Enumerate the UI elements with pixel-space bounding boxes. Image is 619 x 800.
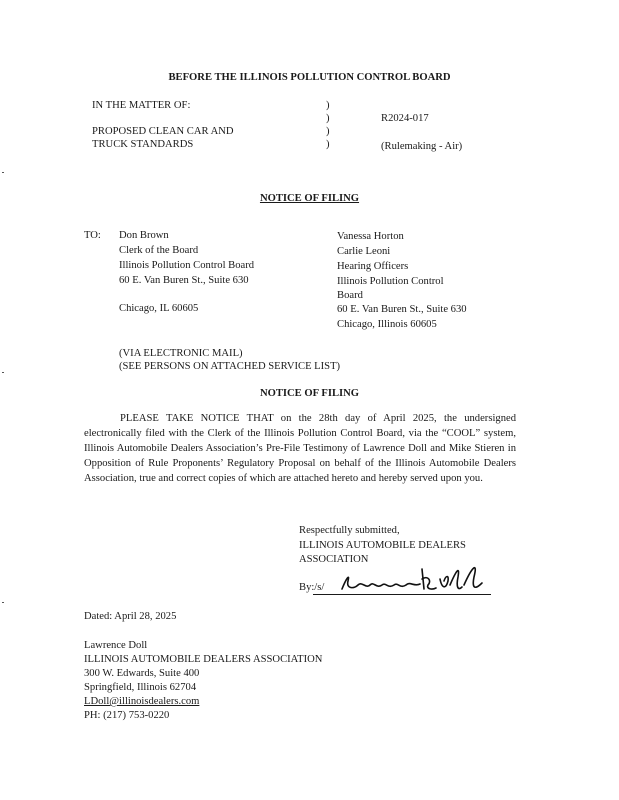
notice-heading-primary: NOTICE OF FILING xyxy=(259,193,360,204)
contact-email-link[interactable]: LDoll@illinoisdealers.com xyxy=(84,696,200,707)
matter-name-line-1: PROPOSED CLEAN CAR AND xyxy=(92,126,234,137)
closing-org-line-2: ASSOCIATION xyxy=(299,554,369,565)
notice-body-text: PLEASE TAKE NOTICE THAT on the 28th day of April 2025, the undersigned electronically filed with the Clerk of the Illinois Pollution Control Board, via the “COOL” system, Illinois Automobile Dealers Association’s Pre-File Testimony of Lawrence Doll and Mike Stieren in Opposition of Rule Proponents’ Regulatory Proposal on behalf of the Illinois Automobile Dealers Association, true and correct copies of which are attached hereto and hereby served upon you. xyxy=(84,413,516,484)
contact-name: Lawrence Doll xyxy=(84,640,148,651)
recipient-right-line: Chicago, Illinois 60605 xyxy=(337,319,437,330)
contact-organization: ILLINOIS AUTOMOBILE DEALERS ASSOCIATION xyxy=(84,654,323,665)
scan-artifact xyxy=(2,172,4,173)
recipient-left-line: Don Brown xyxy=(119,230,169,241)
recipient-right-line: Vanessa Horton xyxy=(337,231,404,242)
caption-paren: ) xyxy=(326,100,330,111)
recipient-right-line: Board xyxy=(337,290,363,301)
scan-artifact xyxy=(2,602,4,603)
closing-org-line-1: ILLINOIS AUTOMOBILE DEALERS xyxy=(299,540,466,551)
contact-street: 300 W. Edwards, Suite 400 xyxy=(84,668,200,679)
recipient-left-line: 60 E. Van Buren St., Suite 630 xyxy=(119,275,249,286)
contact-phone: PH: (217) 753-0220 xyxy=(84,710,170,721)
board-title: BEFORE THE ILLINOIS POLLUTION CONTROL BOARD xyxy=(168,72,451,83)
caption-paren: ) xyxy=(326,139,330,150)
recipient-right-line: 60 E. Van Buren St., Suite 630 xyxy=(337,304,467,315)
signature-by-label: By:/s/ xyxy=(299,582,325,593)
notice-body xyxy=(84,411,516,486)
recipient-left-line: Illinois Pollution Control Board xyxy=(119,260,255,271)
matter-label: IN THE MATTER OF: xyxy=(92,100,191,111)
closing-salutation: Respectfully submitted, xyxy=(299,525,400,536)
contact-city: Springfield, Illinois 62704 xyxy=(84,682,197,693)
delivery-service-list: (SEE PERSONS ON ATTACHED SERVICE LIST) xyxy=(119,361,341,372)
recipient-right-line: Carlie Leoni xyxy=(337,246,391,257)
notice-heading-secondary: NOTICE OF FILING xyxy=(259,388,360,399)
recipient-right-line: Hearing Officers xyxy=(337,261,409,272)
docket-type: (Rulemaking - Air) xyxy=(381,141,463,152)
delivery-method: (VIA ELECTRONIC MAIL) xyxy=(119,348,243,359)
caption-paren: ) xyxy=(326,126,330,137)
scan-artifact xyxy=(2,372,4,373)
recipient-right-line: Illinois Pollution Control xyxy=(337,276,444,287)
to-label: TO: xyxy=(84,230,101,241)
docket-number: R2024-017 xyxy=(381,113,429,124)
handwritten-signature xyxy=(336,559,486,603)
dated-line: Dated: April 28, 2025 xyxy=(84,611,177,622)
recipient-left-line: Clerk of the Board xyxy=(119,245,199,256)
matter-name-line-2: TRUCK STANDARDS xyxy=(92,139,194,150)
caption-paren: ) xyxy=(326,113,330,124)
recipient-left-line: Chicago, IL 60605 xyxy=(119,303,199,314)
